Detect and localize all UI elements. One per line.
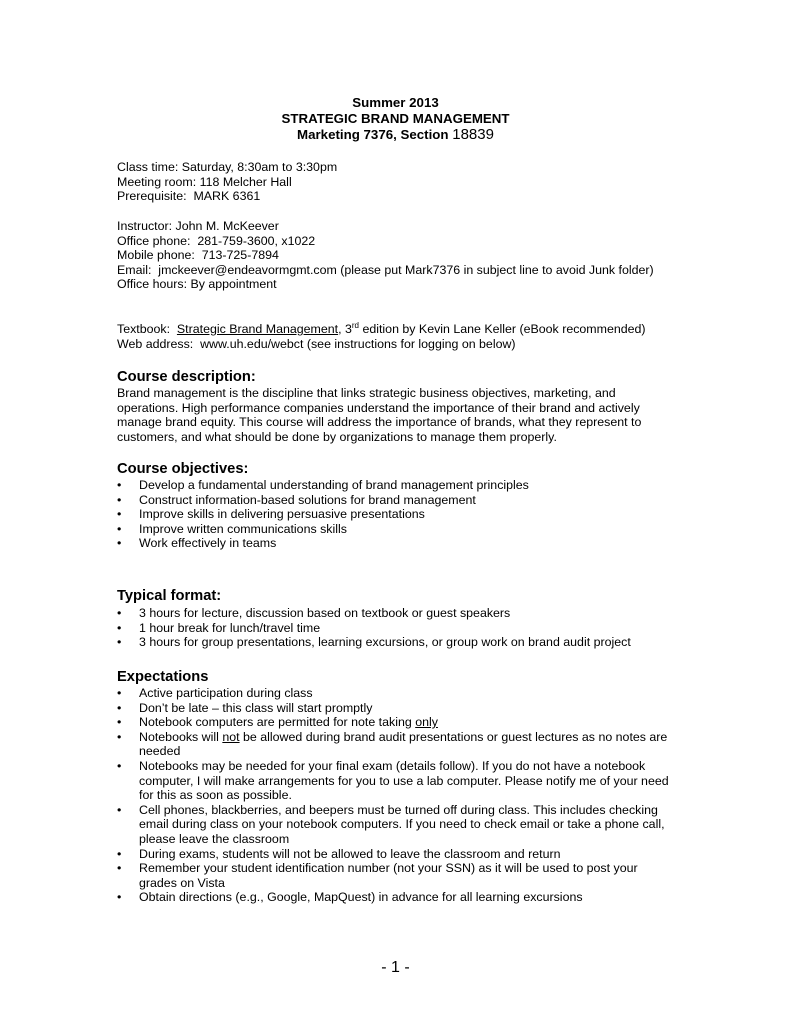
- web-address: Web address: www.uh.edu/webct (see instructions for logging on below): [117, 336, 516, 351]
- course-objectives-heading: Course objectives:: [117, 461, 249, 477]
- list-item: • During exams, students will not be allowed to leave the classroom and return: [117, 847, 673, 862]
- page-number: - 1 -: [381, 959, 410, 976]
- class-info: [117, 160, 677, 204]
- expectations-heading: Expectations: [117, 669, 209, 685]
- course-objectives-list: [117, 478, 677, 551]
- course-title: STRATEGIC BRAND MANAGEMENT: [281, 111, 510, 126]
- class-time: Class time: Saturday, 8:30am to 3:30pm: [117, 160, 338, 174]
- term-title: Summer 2013: [352, 95, 439, 110]
- list-item: • 3 hours for group presentations, learning excursions, or group work on brand audit project: [117, 635, 677, 650]
- list-item: • Work effectively in teams: [117, 536, 677, 551]
- list-item: • Notebooks will not be allowed during brand audit presentations or guest lectures as no notes are needed: [117, 730, 673, 759]
- course-description-heading: Course description:: [117, 369, 256, 385]
- list-item: • Notebook computers are permitted for note taking only: [117, 715, 673, 730]
- list-item: • 3 hours for lecture, discussion based on textbook or guest speakers: [117, 606, 677, 621]
- textbook-info: [117, 322, 687, 351]
- emphasis-text: only: [415, 715, 438, 730]
- textbook-line: [117, 322, 687, 337]
- mobile-phone: Mobile phone: 713-725-7894: [117, 248, 279, 263]
- typical-format-heading: Typical format:: [117, 588, 222, 604]
- textbook-title: Strategic Brand Management: [176, 322, 339, 336]
- list-item: • Don’t be late – this class will start promptly: [117, 701, 673, 716]
- instructor-info: [117, 219, 662, 292]
- list-item: • Active participation during class: [117, 686, 673, 701]
- list-item: • Obtain directions (e.g., Google, MapQuest) in advance for all learning excursions: [117, 890, 673, 905]
- list-item: • Cell phones, blackberries, and beepers must be turned off during class. This includes checking email during class on your notebook computers. If you need to check email or take a phone call, please leave the classroom: [117, 803, 673, 847]
- office-hours: Office hours: By appointment: [117, 277, 277, 292]
- office-phone: Office phone: 281-759-3600, x1022: [117, 233, 316, 248]
- course-number: Marketing 7376, Section: [297, 127, 449, 142]
- textbook-edition: , 3: [338, 322, 352, 336]
- section-number: 18839: [452, 126, 494, 143]
- document-header: [0, 95, 791, 143]
- textbook-author: edition by Kevin Lane Keller (eBook recommended): [359, 322, 646, 336]
- course-section: [0, 127, 791, 143]
- textbook-label: Textbook:: [117, 322, 177, 336]
- email: Email: jmckeever@endeavormgmt.com (please put Mark7376 in subject line to avoid Junk folder): [117, 262, 654, 277]
- course-description-text: Brand management is the discipline that links strategic business objectives, marketing, and operations. High performance companies understand the importance of their brand and actively manage brand equity. This course will address the importance of brands, what they represent to customers, and what should be done by organizations to manage them properly.: [117, 386, 642, 444]
- list-item: • Notebooks may be needed for your final exam (details follow). If you do not have a notebook computer, I will make arrangements for you to use a lab computer. Please notify me of your need for this as soon as possible.: [117, 759, 673, 803]
- list-item: • 1 hour break for lunch/travel time: [117, 621, 677, 636]
- list-item: • Develop a fundamental understanding of brand management principles: [117, 478, 677, 493]
- list-item: • Remember your student identification number (not your SSN) as it will be used to post your grades on Vista: [117, 861, 673, 890]
- list-item: • Construct information-based solutions for brand management: [117, 493, 677, 508]
- edition-superscript: rd: [351, 320, 359, 330]
- emphasis-text: not: [222, 729, 240, 744]
- list-item: • Improve written communications skills: [117, 522, 677, 537]
- meeting-room: Meeting room: 118 Melcher Hall: [117, 174, 292, 189]
- instructor-name: Instructor: John M. McKeever: [117, 219, 279, 233]
- list-item: • Improve skills in delivering persuasive presentations: [117, 507, 677, 522]
- prerequisite: Prerequisite: MARK 6361: [117, 189, 261, 204]
- expectations-list: [117, 686, 673, 905]
- typical-format-list: [117, 606, 677, 650]
